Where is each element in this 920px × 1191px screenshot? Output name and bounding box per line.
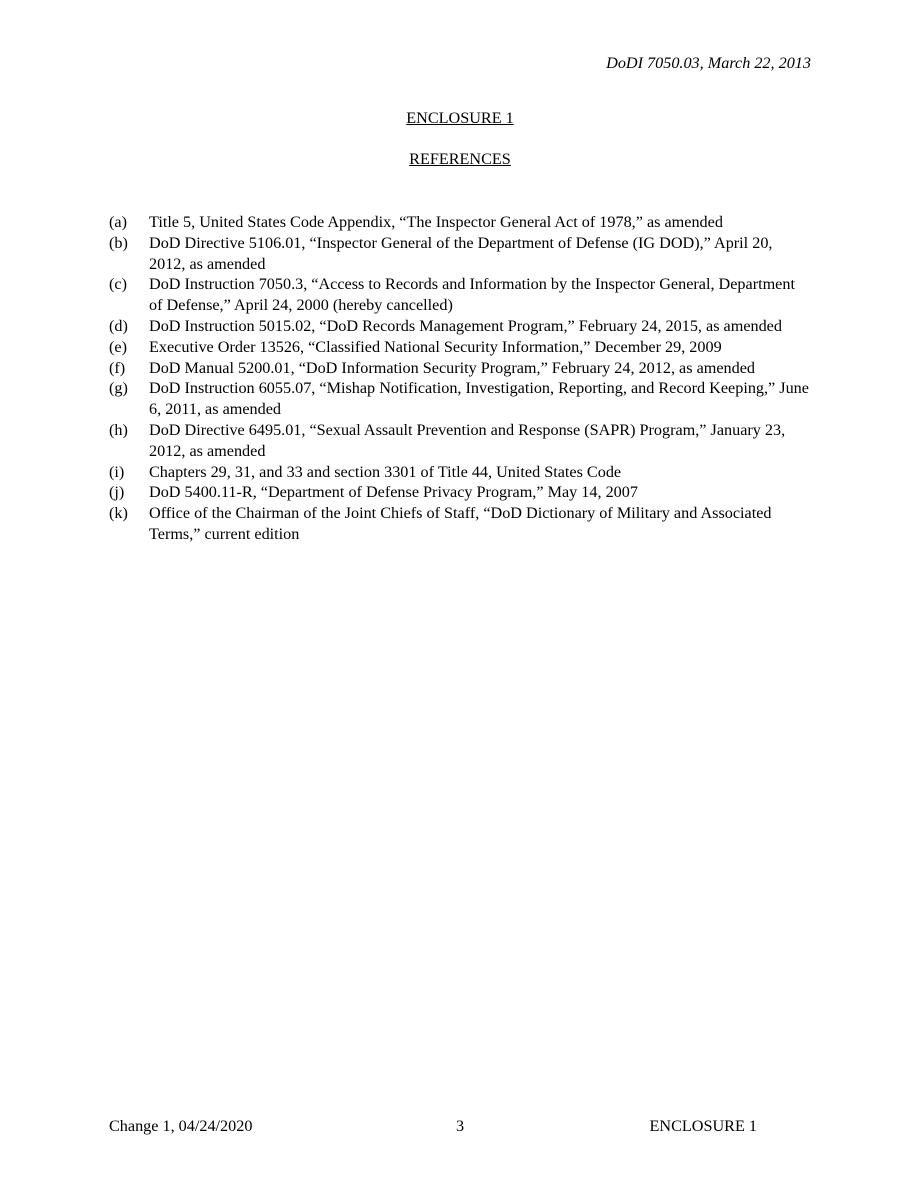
reference-text: DoD Instruction 6055.07, “Mishap Notification, Investigation, Reporting, and Record Keeping,” June 6, 2011, as amended — [149, 379, 809, 419]
reference-item-k — [109, 503, 809, 545]
reference-label: (c) — [109, 275, 127, 294]
reference-label: (j) — [109, 483, 125, 502]
reference-item-d — [109, 316, 809, 337]
reference-text: Office of the Chairman of the Joint Chiefs of Staff, “DoD Dictionary of Military and Associated Terms,” current edition — [149, 504, 772, 543]
page-footer — [109, 1117, 757, 1139]
reference-label: (f) — [109, 358, 126, 377]
reference-text: DoD Instruction 5015.02, “DoD Records Management Program,” February 24, 2015, as amended — [149, 316, 782, 335]
reference-list — [109, 212, 809, 545]
reference-text: DoD Directive 5106.01, “Inspector General of the Department of Defense (IG DOD),” April 20, 2012, as amended — [149, 233, 773, 273]
references-heading: REFERENCES — [409, 150, 511, 168]
reference-label: (k) — [109, 504, 128, 523]
reference-text: Chapters 29, 31, and 33 and section 3301 of Title 44, United States Code — [149, 462, 622, 481]
document-header: DoDI 7050.03, March 22, 2013 — [606, 54, 811, 72]
enclosure-heading: ENCLOSURE 1 — [406, 109, 514, 127]
reference-text: Title 5, United States Code Appendix, “The Inspector General Act of 1978,” as amended — [149, 213, 723, 231]
reference-label: (e) — [109, 337, 127, 356]
reference-text: Executive Order 13526, “Classified National Security Information,” December 29, 2009 — [149, 337, 722, 356]
reference-label: (a) — [109, 213, 127, 231]
reference-item-e — [109, 337, 809, 358]
reference-text: DoD Directive 6495.01, “Sexual Assault Prevention and Response (SAPR) Program,” January 23, 2012, as amended — [149, 420, 786, 460]
reference-label: (h) — [109, 420, 128, 439]
reference-item-j — [109, 482, 809, 503]
reference-item-b — [109, 233, 809, 275]
footer-change-info: Change 1, 04/24/2020 — [109, 1117, 253, 1135]
reference-item-c — [109, 274, 809, 316]
reference-item-i — [109, 462, 809, 483]
reference-item-g — [109, 378, 809, 420]
reference-text: DoD Instruction 7050.3, “Access to Records and Information by the Inspector General, Department of Defense,” April 24, 2000 (hereby cancelled) — [149, 275, 795, 315]
reference-label: (b) — [109, 233, 128, 252]
reference-label: (d) — [109, 316, 128, 335]
reference-label: (g) — [109, 379, 128, 398]
footer-page-number: 3 — [455, 1117, 465, 1135]
reference-text: DoD 5400.11-R, “Department of Defense Privacy Program,” May 14, 2007 — [149, 483, 638, 502]
reference-text: DoD Manual 5200.01, “DoD Information Security Program,” February 24, 2012, as amended — [149, 358, 755, 377]
reference-item-h — [109, 420, 809, 462]
reference-item-f — [109, 358, 809, 379]
reference-label: (i) — [109, 462, 125, 481]
footer-enclosure: ENCLOSURE 1 — [649, 1117, 757, 1135]
reference-item-a — [109, 212, 809, 233]
